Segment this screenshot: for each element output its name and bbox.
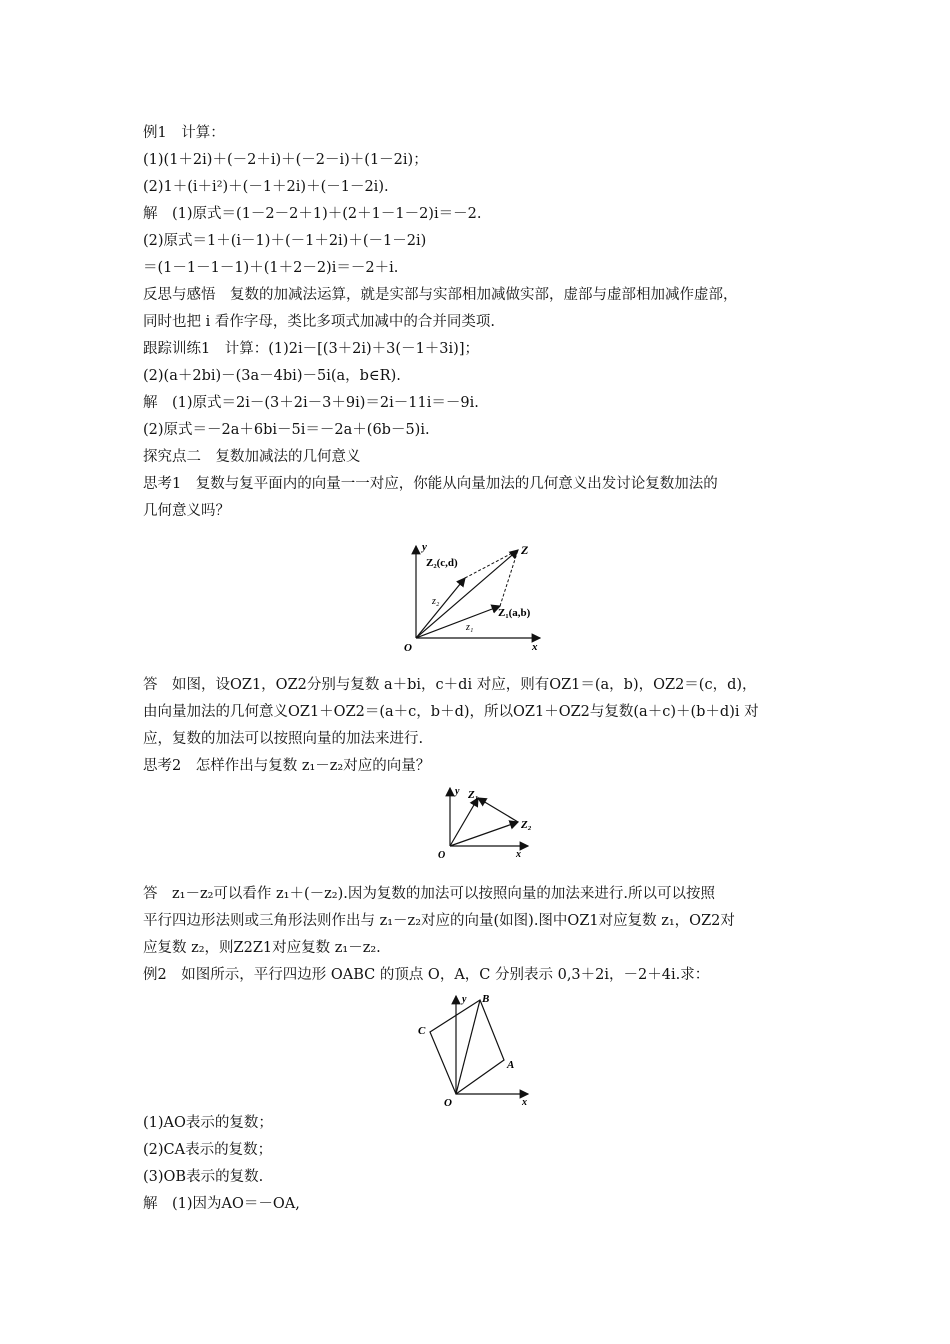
- point-z-label: Z: [521, 543, 529, 557]
- answer-1-line-3: 应，复数的加法可以按照向量的加法来进行.: [143, 731, 424, 747]
- answer-2-line-2: 平行四边形法则或三角形法则作出与 z₁－z₂对应的向量(如图).图中OZ1对应复数 z₁，OZ2对: [143, 913, 735, 929]
- y-axis-label: y: [455, 786, 460, 797]
- origin-label: O: [404, 642, 412, 654]
- vector-subtraction-figure: [420, 782, 540, 864]
- point-b-label: B: [482, 993, 490, 1005]
- dashed-side-top: [465, 550, 518, 578]
- practice-solution-2: (2)原式＝－2a＋6bi－5i＝－2a＋(6b－5)i.: [143, 422, 430, 438]
- example-2-question-2: (2)CA表示的复数；: [143, 1142, 273, 1158]
- point-z1-label: Z₁(a,b): [498, 607, 531, 619]
- example-1-part-2: (2)1＋(i＋i²)＋(－1＋2i)＋(－1－2i).: [143, 179, 389, 195]
- vector-addition-figure: [380, 538, 550, 656]
- vector-z2-label: z₂: [432, 596, 440, 607]
- practice-1-heading: 跟踪训练1 计算：(1)2i－[(3＋2i)＋3(－1＋3i)]；: [143, 341, 479, 357]
- example-2-question-1: (1)AO表示的复数；: [143, 1115, 273, 1131]
- practice-1-part-2: (2)(a＋2bi)－(3a－4bi)－5i(a，b∈R).: [143, 368, 401, 384]
- example-2-question-3: (3)OB表示的复数.: [143, 1169, 264, 1185]
- point-c-label: C: [418, 1025, 426, 1037]
- y-axis-label: y: [422, 541, 427, 553]
- vector-z1-label: z₁: [466, 622, 474, 633]
- answer-2-line-1: 答 z₁－z₂可以看作 z₁＋(－z₂).因为复数的加法可以按照向量的加法来进行.所以可以按照: [143, 886, 715, 902]
- solution-1-part-1: 解 (1)原式＝(1－2－2＋1)＋(2＋1－1－2)i＝－2.: [143, 206, 482, 222]
- parallelogram-outline: [430, 1000, 504, 1094]
- think-1-line-1: 思考1 复数与复平面内的向量一一对应，你能从向量加法的几何意义出发讨论复数加法的: [143, 476, 718, 492]
- example-1-part-1: (1)(1＋2i)＋(－2＋i)＋(－2－i)＋(1－2i)；: [143, 152, 428, 168]
- reflection-line-2: 同时也把 i 看作字母，类比多项式加减中的合并同类项.: [143, 314, 495, 330]
- vector-z2z1: [478, 798, 518, 822]
- x-axis-label: x: [522, 1097, 527, 1108]
- solution-1-part-2: (2)原式＝1＋(i－1)＋(－1＋2i)＋(－1－2i): [143, 233, 427, 249]
- answer-1-line-1: 答 如图，设OZ1，OZ2分别与复数 a＋bi，c＋di 对应，则有OZ1＝(a，b)，OZ2＝(c，d)，: [143, 677, 757, 693]
- section-heading: 探究点二 复数加减法的几何意义: [143, 449, 361, 465]
- answer-2-line-3: 应复数 z₂，则Z2Z1对应复数 z₁－z₂.: [143, 940, 381, 956]
- origin-label: O: [438, 850, 446, 861]
- example-2-solution-1: 解 (1)因为AO＝－OA,: [143, 1196, 300, 1212]
- think-1-line-2: 几何意义吗？: [143, 503, 230, 519]
- think-2-line: 思考2 怎样作出与复数 z₁－z₂对应的向量？: [143, 758, 431, 774]
- point-z1-label: Z₁: [468, 789, 479, 801]
- x-axis-label: x: [532, 641, 538, 653]
- point-a-label: A: [507, 1059, 515, 1071]
- point-z2-label: Z₂: [521, 819, 532, 831]
- example-2-heading: 例2 如图所示，平行四边形 OABC 的顶点 O，A，C 分别表示 0,3＋2i，－2＋4i.求：: [143, 967, 710, 983]
- practice-solution-1: 解 (1)原式＝2i－(3＋2i－3＋9i)＝2i－11i＝－9i.: [143, 395, 479, 411]
- answer-1-line-2: 由向量加法的几何意义OZ1＋OZ2＝(a＋c，b＋d)，所以OZ1＋OZ2与复数(a＋c)＋(b＋d)i 对: [143, 704, 759, 720]
- point-z2-label: Z₂(c,d): [426, 557, 458, 569]
- point-o-label: O: [444, 1097, 452, 1108]
- y-axis-label: y: [462, 994, 467, 1005]
- x-axis-label: x: [516, 849, 521, 860]
- vector-oz1: [450, 798, 478, 846]
- reflection-line-1: 反思与感悟 复数的加减法运算，就是实部与实部相加减做实部，虚部与虚部相加减作虚部，: [143, 287, 738, 303]
- parallelogram-oabc-figure: [410, 990, 540, 1108]
- solution-1-part-2-cont: ＝(1－1－1－1)＋(1＋2－2)i＝－2＋i.: [143, 260, 399, 276]
- example-1-heading: 例1 计算：: [143, 125, 225, 141]
- vector-oz2: [450, 822, 518, 846]
